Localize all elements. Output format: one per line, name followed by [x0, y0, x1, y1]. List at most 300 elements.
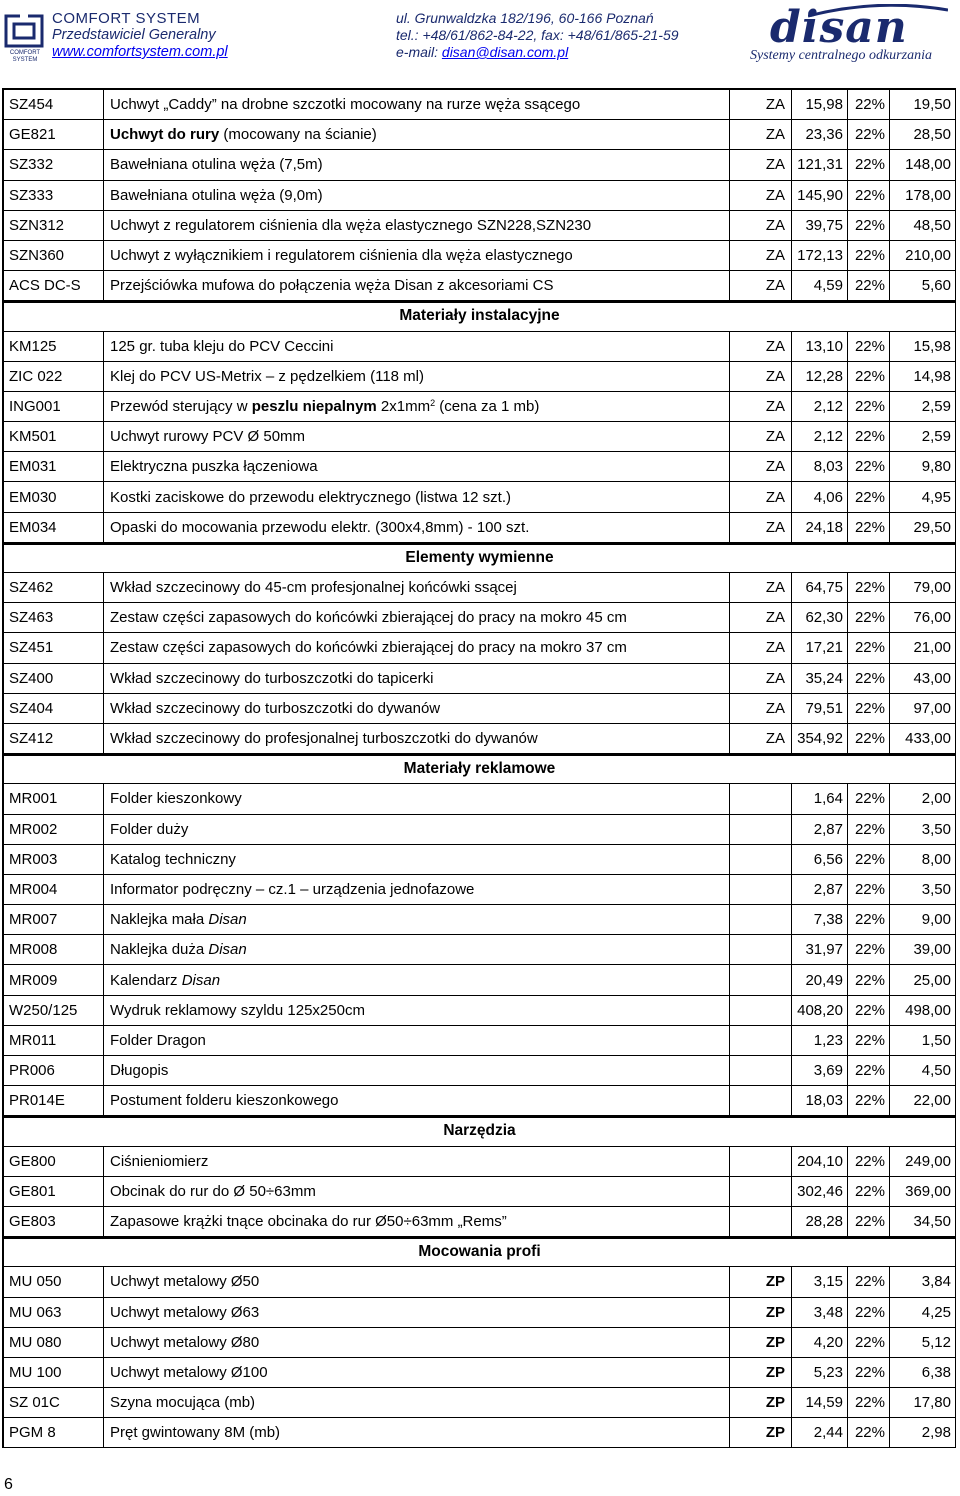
gross-price: 25,00 [890, 965, 956, 994]
product-code: SZ 01C [4, 1388, 104, 1417]
company-phone: tel.: +48/61/862-84-22, fax: +48/61/865-21-59 [396, 27, 679, 43]
product-code: MR001 [4, 784, 104, 813]
net-price: 35,24 [792, 664, 848, 693]
product-code: PR006 [4, 1056, 104, 1085]
gross-price: 6,38 [890, 1358, 956, 1387]
vat-rate: 22% [848, 211, 890, 240]
email-label: e-mail: [396, 44, 442, 60]
gross-price: 1,50 [890, 1026, 956, 1055]
unit-code: ZP [730, 1298, 792, 1327]
product-code: KM125 [4, 332, 104, 361]
net-price: 20,49 [792, 965, 848, 994]
unit-code: ZA [730, 422, 792, 451]
product-description: Uchwyt z wyłącznikiem i regulatorem ciśnienia dla węża elastycznego [104, 241, 730, 270]
product-description: Przejściówka mufowa do połączenia węża Disan z akcesoriami CS [104, 271, 730, 300]
net-price: 4,59 [792, 271, 848, 300]
description-italic: Disan [181, 971, 221, 989]
gross-price: 2,59 [890, 392, 956, 421]
vat-rate: 22% [848, 694, 890, 723]
unit-code: ZA [730, 633, 792, 662]
price-table [2, 88, 956, 1448]
table-row [4, 1147, 956, 1177]
net-price: 3,15 [792, 1267, 848, 1296]
vat-rate: 22% [848, 482, 890, 511]
unit-code [730, 1026, 792, 1055]
section-header: Materiały reklamowe [4, 754, 956, 784]
table-row [4, 815, 956, 845]
gross-price: 34,50 [890, 1207, 956, 1236]
product-description: Postument folderu kieszonkowego [104, 1086, 730, 1115]
product-code: MR009 [4, 965, 104, 994]
gross-price: 39,00 [890, 935, 956, 964]
product-description: Uchwyt „Caddy” na drobne szczotki mocowany na rurze węża ssącego [104, 90, 730, 119]
net-price: 39,75 [792, 211, 848, 240]
table-row [4, 694, 956, 724]
description-bold: peszlu niepalnym [251, 397, 377, 415]
description-bold: Uchwyt do rury [110, 126, 220, 144]
unit-code: ZA [730, 392, 792, 421]
product-code: MR002 [4, 815, 104, 844]
vat-rate: 22% [848, 452, 890, 481]
vat-rate: 22% [848, 724, 890, 753]
unit-code: ZA [730, 211, 792, 240]
unit-code: ZA [730, 90, 792, 119]
company-name: COMFORT SYSTEM [52, 10, 201, 27]
description-rest: (mocowany na ścianie) [219, 126, 377, 144]
description-suffix: 2x1mm [376, 397, 431, 415]
product-code: SZN360 [4, 241, 104, 270]
net-price: 2,44 [792, 1418, 848, 1447]
product-description: Uchwyt z regulatorem ciśnienia dla węża elastycznego SZN228,SZN230 [104, 211, 730, 240]
vat-rate: 22% [848, 1328, 890, 1357]
vat-rate: 22% [848, 392, 890, 421]
net-price: 2,87 [792, 875, 848, 904]
company-website-link[interactable]: www.comfortsystem.com.pl [52, 44, 228, 60]
unit-code [730, 1086, 792, 1115]
product-code: SZ463 [4, 603, 104, 632]
product-description: Bawełniana otulina węża (7,5m) [104, 150, 730, 179]
table-row [4, 1267, 956, 1297]
company-block [52, 10, 228, 61]
company-address: ul. Grunwaldzka 182/196, 60-166 Poznań [396, 10, 654, 26]
product-description: Ciśnieniomierz [104, 1147, 730, 1176]
gross-price: 2,59 [890, 422, 956, 451]
unit-code: ZA [730, 573, 792, 602]
gross-price: 43,00 [890, 664, 956, 693]
net-price: 6,56 [792, 845, 848, 874]
unit-code: ZA [730, 271, 792, 300]
page-header [0, 0, 960, 72]
product-description: Klej do PCV US-Metrix – z pędzelkiem (118 ml) [104, 362, 730, 391]
table-row [4, 573, 956, 603]
company-subtitle: Przedstawiciel Generalny [52, 27, 216, 43]
gross-price: 4,95 [890, 482, 956, 511]
product-code: SZ332 [4, 150, 104, 179]
net-price: 8,03 [792, 452, 848, 481]
vat-rate: 22% [848, 362, 890, 391]
product-description: Uchwyt rurowy PCV Ø 50mm [104, 422, 730, 451]
product-code: KM501 [4, 422, 104, 451]
product-code: W250/125 [4, 996, 104, 1025]
section-header: Elementy wymienne [4, 543, 956, 573]
description-italic: Disan [208, 941, 247, 959]
disan-wordmark: disan [770, 2, 908, 53]
table-row [4, 1418, 956, 1448]
table-row [4, 905, 956, 935]
description-prefix: Kalendarz [110, 971, 182, 989]
gross-price: 9,80 [890, 452, 956, 481]
unit-code: ZA [730, 694, 792, 723]
product-description: Wkład szczecinowy do 45-cm profesjonalnej końcówki ssącej [104, 573, 730, 602]
table-row [4, 241, 956, 271]
table-row [4, 362, 956, 392]
product-description: Folder duży [104, 815, 730, 844]
unit-code: ZA [730, 241, 792, 270]
vat-rate: 22% [848, 422, 890, 451]
table-row [4, 120, 956, 150]
product-code: MR004 [4, 875, 104, 904]
net-price: 14,59 [792, 1388, 848, 1417]
net-price: 23,36 [792, 120, 848, 149]
vat-rate: 22% [848, 1267, 890, 1296]
gross-price: 2,00 [890, 784, 956, 813]
section-header: Narzędzia [4, 1116, 956, 1146]
vat-rate: 22% [848, 1177, 890, 1206]
table-row [4, 150, 956, 180]
table-row [4, 392, 956, 422]
product-code: EM031 [4, 452, 104, 481]
net-price: 31,97 [792, 935, 848, 964]
description-prefix: Naklejka duża [110, 941, 209, 959]
table-row [4, 1358, 956, 1388]
gross-price: 14,98 [890, 362, 956, 391]
gross-price: 8,00 [890, 845, 956, 874]
product-description: Zestaw części zapasowych do końcówki zbierającej do pracy na mokro 37 cm [104, 633, 730, 662]
vat-rate: 22% [848, 1147, 890, 1176]
description-text [110, 911, 247, 928]
net-price: 3,69 [792, 1056, 848, 1085]
unit-code [730, 815, 792, 844]
net-price: 121,31 [792, 150, 848, 179]
table-row [4, 1328, 956, 1358]
product-description [104, 392, 730, 421]
table-row [4, 1026, 956, 1056]
gross-price: 79,00 [890, 573, 956, 602]
product-code: SZ462 [4, 573, 104, 602]
product-code: PGM 8 [4, 1418, 104, 1447]
table-row [4, 211, 956, 241]
vat-rate: 22% [848, 996, 890, 1025]
gross-price: 5,60 [890, 271, 956, 300]
product-code: MU 050 [4, 1267, 104, 1296]
product-description: Wkład szczecinowy do turboszczotki do tapicerki [104, 664, 730, 693]
product-description: Obcinak do rur do Ø 50÷63mm [104, 1177, 730, 1206]
product-code: ZIC 022 [4, 362, 104, 391]
product-code: MR003 [4, 845, 104, 874]
net-price: 1,64 [792, 784, 848, 813]
net-price: 4,06 [792, 482, 848, 511]
table-row [4, 996, 956, 1026]
email-link[interactable]: disan@disan.com.pl [441, 44, 569, 60]
net-price: 12,28 [792, 362, 848, 391]
product-code: MU 080 [4, 1328, 104, 1357]
unit-code: ZA [730, 664, 792, 693]
vat-rate: 22% [848, 1298, 890, 1327]
gross-price: 76,00 [890, 603, 956, 632]
gross-price: 498,00 [890, 996, 956, 1025]
product-code: EM034 [4, 513, 104, 542]
net-price: 62,30 [792, 603, 848, 632]
product-description: Kostki zaciskowe do przewodu elektrycznego (listwa 12 szt.) [104, 482, 730, 511]
table-row [4, 965, 956, 995]
vat-rate: 22% [848, 90, 890, 119]
gross-price: 22,00 [890, 1086, 956, 1115]
net-price: 2,87 [792, 815, 848, 844]
description-prefix: Przewód sterujący w [110, 397, 252, 415]
product-description [104, 935, 730, 964]
net-price: 354,92 [792, 724, 848, 753]
product-description: Zapasowe krążki tnące obcinaka do rur Ø50÷63mm „Rems” [104, 1207, 730, 1236]
gross-price: 210,00 [890, 241, 956, 270]
table-row [4, 875, 956, 905]
unit-code: ZA [730, 120, 792, 149]
unit-code: ZA [730, 603, 792, 632]
product-description: Uchwyt metalowy Ø50 [104, 1267, 730, 1296]
table-row [4, 271, 956, 301]
product-description: Szyna mocująca (mb) [104, 1388, 730, 1417]
vat-rate: 22% [848, 875, 890, 904]
description-superscript: 2 [430, 397, 436, 408]
product-code: ACS DC-S [4, 271, 104, 300]
product-description: Pręt gwintowany 8M (mb) [104, 1418, 730, 1447]
unit-code: ZP [730, 1418, 792, 1447]
table-row [4, 935, 956, 965]
gross-price: 5,12 [890, 1328, 956, 1357]
description-text [110, 126, 377, 143]
gross-price: 3,84 [890, 1267, 956, 1296]
gross-price: 2,98 [890, 1418, 956, 1447]
net-price: 15,98 [792, 90, 848, 119]
unit-code: ZP [730, 1328, 792, 1357]
unit-code: ZA [730, 362, 792, 391]
net-price: 64,75 [792, 573, 848, 602]
table-row [4, 181, 956, 211]
vat-rate: 22% [848, 935, 890, 964]
logo-text-comfort: COMFORT [9, 50, 41, 56]
gross-price: 9,00 [890, 905, 956, 934]
product-description: Uchwyt metalowy Ø80 [104, 1328, 730, 1357]
product-description [104, 120, 730, 149]
product-description: Wkład szczecinowy do profesjonalnej turboszczotki do dywanów [104, 724, 730, 753]
product-code: GE801 [4, 1177, 104, 1206]
unit-code [730, 845, 792, 874]
gross-price: 3,50 [890, 815, 956, 844]
product-description: Folder Dragon [104, 1026, 730, 1055]
disan-logo [748, 2, 952, 68]
vat-rate: 22% [848, 181, 890, 210]
description-text [110, 941, 247, 958]
section-header: Mocowania profi [4, 1237, 956, 1267]
table-row [4, 90, 956, 120]
vat-rate: 22% [848, 241, 890, 270]
product-description: Folder kieszonkowy [104, 784, 730, 813]
product-code: SZ412 [4, 724, 104, 753]
product-description: Opaski do mocowania przewodu elektr. (300x4,8mm) - 100 szt. [104, 513, 730, 542]
unit-code: ZA [730, 513, 792, 542]
product-code: ING001 [4, 392, 104, 421]
unit-code [730, 965, 792, 994]
table-row [4, 633, 956, 663]
gross-price: 369,00 [890, 1177, 956, 1206]
product-code: MR007 [4, 905, 104, 934]
gross-price: 148,00 [890, 150, 956, 179]
table-row [4, 332, 956, 362]
gross-price: 15,98 [890, 332, 956, 361]
gross-price: 3,50 [890, 875, 956, 904]
unit-code: ZA [730, 332, 792, 361]
table-row [4, 422, 956, 452]
product-description [104, 905, 730, 934]
net-price: 17,21 [792, 633, 848, 662]
company-email [396, 44, 679, 61]
vat-rate: 22% [848, 120, 890, 149]
product-code: MR008 [4, 935, 104, 964]
product-description: Wkład szczecinowy do turboszczotki do dywanów [104, 694, 730, 723]
product-code: SZ400 [4, 664, 104, 693]
unit-code: ZA [730, 452, 792, 481]
net-price: 145,90 [792, 181, 848, 210]
product-code: GE821 [4, 120, 104, 149]
gross-price: 48,50 [890, 211, 956, 240]
table-row [4, 1207, 956, 1237]
table-row [4, 724, 956, 754]
unit-code [730, 784, 792, 813]
unit-code: ZP [730, 1358, 792, 1387]
gross-price: 29,50 [890, 513, 956, 542]
product-code: SZ451 [4, 633, 104, 662]
logo-text-system: SYSTEM [12, 57, 38, 63]
net-price: 172,13 [792, 241, 848, 270]
product-code: MU 063 [4, 1298, 104, 1327]
unit-code: ZA [730, 150, 792, 179]
product-code: GE800 [4, 1147, 104, 1176]
product-description: Zestaw części zapasowych do końcówki zbierającej do pracy na mokro 45 cm [104, 603, 730, 632]
table-row [4, 1086, 956, 1116]
net-price: 79,51 [792, 694, 848, 723]
table-row [4, 452, 956, 482]
table-row [4, 784, 956, 814]
vat-rate: 22% [848, 815, 890, 844]
net-price: 408,20 [792, 996, 848, 1025]
vat-rate: 22% [848, 513, 890, 542]
table-row [4, 845, 956, 875]
description-end: (cena za 1 mb) [435, 397, 540, 415]
table-row [4, 603, 956, 633]
net-price: 2,12 [792, 392, 848, 421]
unit-code [730, 1056, 792, 1085]
disan-tagline: Systemy centralnego odkurzania [750, 48, 932, 63]
unit-code [730, 905, 792, 934]
vat-rate: 22% [848, 905, 890, 934]
product-code: SZ333 [4, 181, 104, 210]
product-description: Wydruk reklamowy szyldu 125x250cm [104, 996, 730, 1025]
table-row [4, 1177, 956, 1207]
net-price: 302,46 [792, 1177, 848, 1206]
unit-code: ZA [730, 724, 792, 753]
gross-price: 249,00 [890, 1147, 956, 1176]
gross-price: 178,00 [890, 181, 956, 210]
unit-code [730, 875, 792, 904]
net-price: 2,12 [792, 422, 848, 451]
product-code: EM030 [4, 482, 104, 511]
unit-code [730, 1177, 792, 1206]
net-price: 18,03 [792, 1086, 848, 1115]
vat-rate: 22% [848, 664, 890, 693]
unit-code [730, 935, 792, 964]
vat-rate: 22% [848, 271, 890, 300]
net-price: 28,28 [792, 1207, 848, 1236]
unit-code: ZA [730, 181, 792, 210]
unit-code [730, 1207, 792, 1236]
contact-block [396, 10, 679, 61]
gross-price: 17,80 [890, 1388, 956, 1417]
product-code: SZ404 [4, 694, 104, 723]
unit-code: ZP [730, 1388, 792, 1417]
product-description [104, 965, 730, 994]
vat-rate: 22% [848, 965, 890, 994]
section-header: Materiały instalacyjne [4, 301, 956, 331]
net-price: 4,20 [792, 1328, 848, 1357]
product-code: MU 100 [4, 1358, 104, 1387]
net-price: 7,38 [792, 905, 848, 934]
product-code: SZ454 [4, 90, 104, 119]
product-description: Elektryczna puszka łączeniowa [104, 452, 730, 481]
description-prefix: Naklejka mała [110, 911, 209, 929]
vat-rate: 22% [848, 1207, 890, 1236]
vat-rate: 22% [848, 1388, 890, 1417]
gross-price: 4,50 [890, 1056, 956, 1085]
gross-price: 19,50 [890, 90, 956, 119]
vat-rate: 22% [848, 1418, 890, 1447]
product-description: Długopis [104, 1056, 730, 1085]
vat-rate: 22% [848, 603, 890, 632]
product-code: MR011 [4, 1026, 104, 1055]
net-price: 13,10 [792, 332, 848, 361]
page-number: 6 [4, 1476, 13, 1493]
table-row [4, 1388, 956, 1418]
unit-code [730, 1147, 792, 1176]
vat-rate: 22% [848, 150, 890, 179]
product-description: Informator podręczny – cz.1 – urządzenia jednofazowe [104, 875, 730, 904]
table-row [4, 1298, 956, 1328]
vat-rate: 22% [848, 1026, 890, 1055]
vat-rate: 22% [848, 1358, 890, 1387]
gross-price: 28,50 [890, 120, 956, 149]
product-description: Uchwyt metalowy Ø100 [104, 1358, 730, 1387]
product-description: Katalog techniczny [104, 845, 730, 874]
unit-code [730, 996, 792, 1025]
net-price: 3,48 [792, 1298, 848, 1327]
net-price: 5,23 [792, 1358, 848, 1387]
product-code: GE803 [4, 1207, 104, 1236]
gross-price: 433,00 [890, 724, 956, 753]
description-italic: Disan [208, 911, 247, 929]
table-row [4, 513, 956, 543]
description-text [110, 972, 220, 989]
product-description: 125 gr. tuba kleju do PCV Ceccini [104, 332, 730, 361]
vat-rate: 22% [848, 1056, 890, 1085]
description-text [110, 398, 539, 415]
